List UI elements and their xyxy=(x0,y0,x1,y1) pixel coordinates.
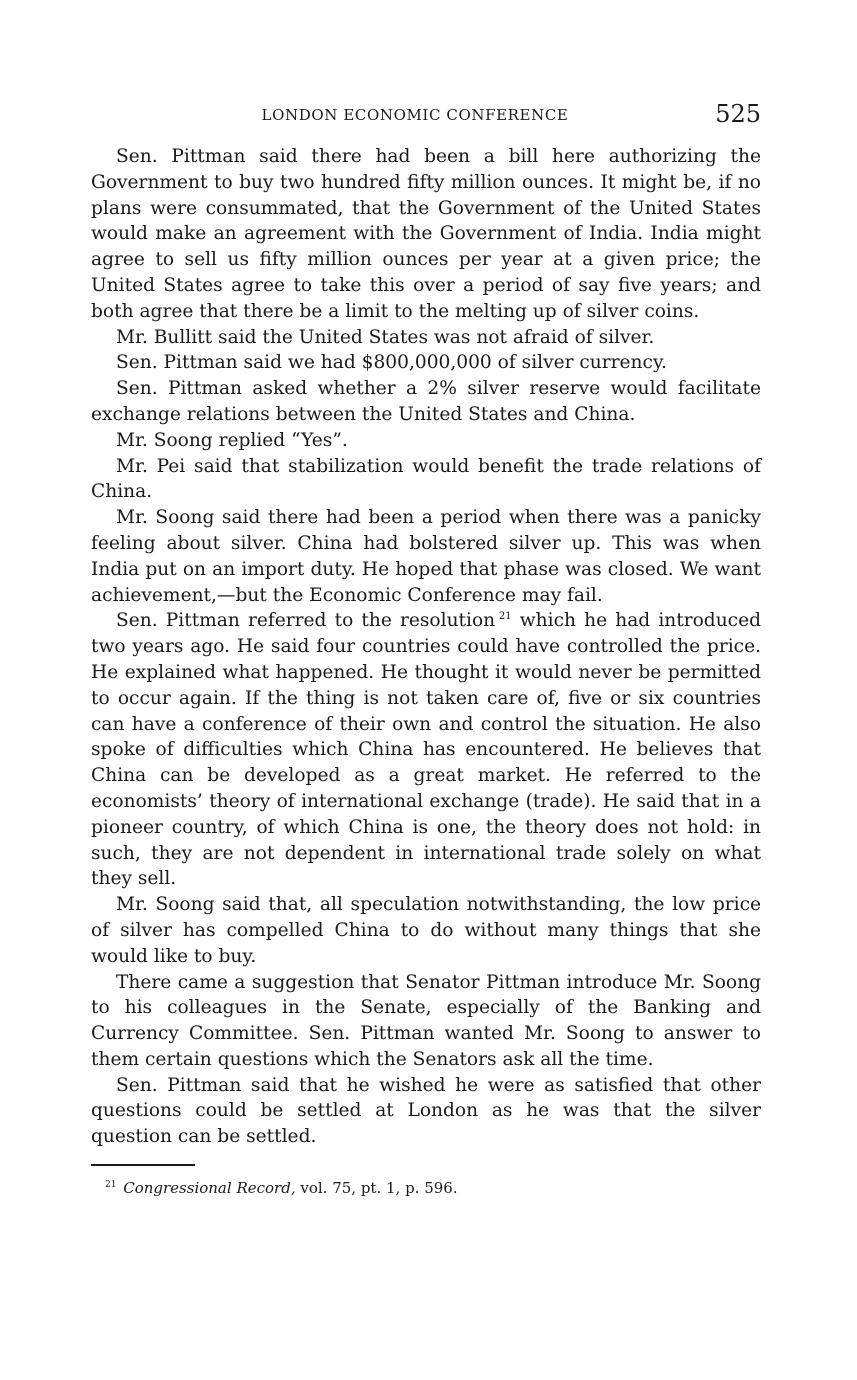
running-head xyxy=(91,100,761,134)
footnote-citation: vol. 75, pt. 1, p. 596. xyxy=(295,1179,458,1198)
paragraph-pittman-bill: Sen. Pittman said there had been a bill here authorizing the Government to buy two hundred fifty million ounces. It might be, if no plans were consummated, that the Government of the United States would make an agreement with the Government of India. India might agree to sell us fifty million ounces per year at a given price; the United States agree to take this over a period of say five years; and both agree that there be a limit to the melting up of silver coins. xyxy=(91,146,761,322)
paragraph-pittman-reserve: Sen. Pittman asked whether a 2% silver reserve would facilitate exchange relations between the United States and China. xyxy=(91,378,761,425)
paragraph-pei: Mr. Pei said that stabilization would benefit the trade relations of China. xyxy=(91,455,761,503)
document-page xyxy=(91,100,761,1198)
footnote-mark: 21 xyxy=(105,1180,117,1191)
page-number: 525 xyxy=(715,100,761,128)
footnote-reference[interactable]: 21 xyxy=(498,611,512,623)
paragraph-senate-suggestion: There came a suggestion that Senator Pittman introduce Mr. Soong to his colleagues in the Senate, especially of the Banking and Currency Committee. Sen. Pittman wanted Mr. Soong to answer to them certain questions which the Senators ask all the time. xyxy=(91,971,761,1070)
body-text xyxy=(91,144,761,1150)
resolution-text-end: which he had introduced two years ago. He said four countries could have controlled the price. He explained what happened. He thought it would never be permitted to occur again. If the thing is not taken care of, five or six countries can have a conference of their own and control the situation. He also spoke of difficulties which China has encountered. He believes that China can be developed as a great market. He referred to the economists’ theory of international exchange (trade). He said that in a pioneer country, of which China is one, the theory does not hold: in such, they are not dependent in international trade solely on what they sell. xyxy=(91,610,761,890)
footnote-source: Congressional Record, xyxy=(123,1179,296,1198)
paragraph-soong-reply: Mr. Soong replied “Yes”. xyxy=(116,429,348,451)
paragraph-pittman-satisfied: Sen. Pittman said that he wished he were as satisfied that other questions could be settled at London as he was that the silver question can be settled. xyxy=(91,1074,761,1148)
paragraph-pittman-resolution xyxy=(91,608,761,892)
paragraph-bullitt: Mr. Bullitt said the United States was not afraid of silver. xyxy=(116,326,655,348)
paragraph-soong-silver-price: Mr. Soong said that, all speculation notwithstanding, the low price of silver has compelled China to do without many things that she would like to buy. xyxy=(91,894,761,967)
resolution-text-start: Sen. Pittman referred to the resolution xyxy=(116,610,496,632)
footnote-divider xyxy=(91,1164,195,1166)
running-title: LONDON ECONOMIC CONFERENCE xyxy=(261,106,569,124)
paragraph-pittman-currency: Sen. Pittman said we had $800,000,000 of silver currency. xyxy=(116,352,667,374)
paragraph-soong-panic: Mr. Soong said there had been a period when there was a panicky feeling about silver. China had bolstered silver up. This was when India put on an import duty. He hoped that phase was closed. We want achievement,—but the Economic Conference may fail. xyxy=(91,507,761,606)
footnote xyxy=(91,1178,761,1198)
